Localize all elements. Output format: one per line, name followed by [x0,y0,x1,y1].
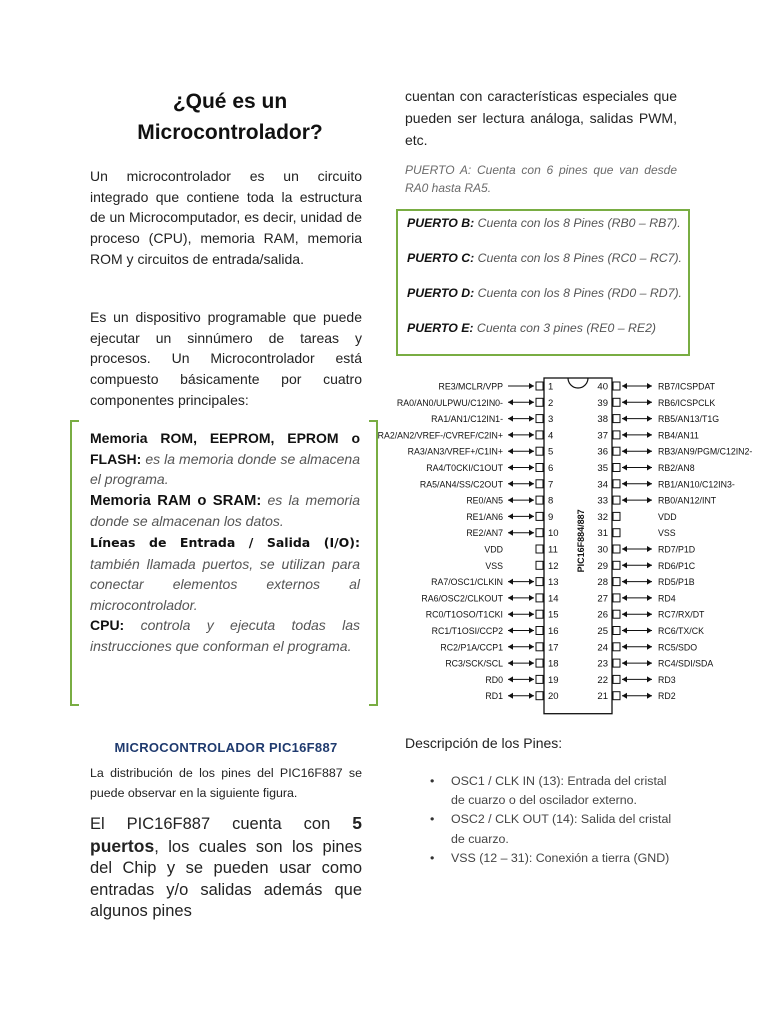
arrow-icon [622,383,627,389]
arrow-icon [647,579,652,585]
pin-pad [613,594,620,602]
pin-number: 16 [548,626,559,637]
arrow-icon [529,497,534,503]
pin-pad [613,659,620,667]
arrow-icon [622,628,627,634]
pin-pad [536,545,543,553]
puerto-a-text: PUERTO A: Cuenta con 6 pines que van desde RA0 hasta RA5. [405,163,677,195]
pin-number: 38 [597,414,608,426]
pin-number: 4 [548,430,554,442]
list-item [430,772,680,810]
arrow-icon [529,513,534,519]
list-item [430,810,680,848]
pin-label: RB2/AN8 [658,463,695,473]
arrow-icon [508,644,513,650]
arrow-icon [647,497,652,503]
arrow-icon [529,383,534,389]
pin-number: 25 [597,626,608,637]
arrow-icon [647,432,652,438]
port-desc: Cuenta con los 8 Pines (RD0 – RD7). [474,286,682,300]
arrow-icon [647,562,652,568]
pin-pad [536,512,543,520]
pin-label: RC2/P1A/CCP1 [440,642,503,653]
pin-label: RD4 [658,593,676,604]
component-term: CPU: [90,617,125,634]
page-title [90,86,370,148]
pin-number: 11 [548,544,558,556]
pin-pad [613,578,620,586]
pin-pad [613,561,620,569]
port-desc: Cuenta con los 8 Pines (RC0 – RC7). [474,251,682,265]
bullet-icon: • [430,812,435,827]
arrow-icon [529,481,534,487]
pin-number: 33 [597,495,608,507]
arrow-icon [622,562,627,568]
arrow-icon [529,432,534,438]
arrow-icon [529,676,534,682]
pin-pad [536,610,543,618]
arrow-icon [529,448,534,454]
pin-label: RC4/SDI/SDA [658,658,714,669]
pinout-svg [377,370,758,720]
pin-pad [613,464,620,472]
pin-label: RD0 [485,674,503,685]
pin-pad [536,529,543,537]
arrow-icon [647,481,652,487]
pin-pad [613,431,620,439]
pin-number: 7 [548,479,554,491]
component-desc: es la memoria donde se almacena el programa. [90,450,360,488]
port-e-line [407,321,656,335]
arrow-icon [508,595,513,601]
bullet-icon: • [430,774,435,788]
pin-desc-text: OSC2 / CLK OUT (14): Salida del cristal de cuarzo. [451,812,672,846]
pin-number: 20 [548,691,559,703]
pin-label: RE2/AN7 [466,528,503,539]
pin-pad [536,415,543,423]
arrow-icon [529,644,534,650]
pin-label: RA3/AN3/VREF+/C1IN+ [407,446,503,457]
arrow-icon [622,465,627,471]
port-desc: Cuenta con los 8 Pines (RB0 – RB7). [474,216,681,230]
arrow-icon [529,628,534,634]
pin-pad [613,545,620,553]
pin-pad [536,496,543,504]
pin-label: VSS [658,528,676,539]
component-item-cpu [90,615,360,656]
pinout-diagram [377,370,758,720]
continued-paragraph: cuentan con características especiales que pueden ser lectura análoga, salidas PWM, etc. [405,88,677,148]
pin-label: RD7/P1D [658,544,696,555]
arrow-icon [647,611,652,617]
pin-number: 24 [597,642,608,654]
pin-label: RA5/AN4/SS/C2OUT [419,479,503,490]
pin-label: RA1/AN1/C12IN1- [431,414,503,425]
pin-pad [613,627,620,635]
pin-pad [613,610,620,618]
arrow-icon [508,432,513,438]
pin-pad [536,398,543,406]
arrow-icon [529,416,534,422]
arrow-icon [622,579,627,585]
pin-label: RB3/AN9/PGM/C12IN2- [658,446,753,457]
arrow-icon [622,416,627,422]
bracket-left [70,420,79,706]
pin-pad [613,480,620,488]
pin-desc-text: VSS (12 – 31): Conexión a tierra (GND) [451,850,670,865]
port-name: PUERTO E: [407,321,474,335]
pin-pad [536,464,543,472]
pin-pad [536,578,543,586]
pin-pad [613,382,620,390]
pin-number: 19 [548,674,559,686]
arrow-icon [622,399,627,405]
pin-label: RA0/AN0/ULPWU/C12IN0- [396,397,503,408]
pin-pad [613,692,620,700]
port-c-line [407,251,682,265]
component-desc: también llamada puertos, se utilizan para conectar elementos externos al microcontrolador. [90,555,360,613]
pin-label: RB5/AN13/T1G [658,414,720,425]
pin-pad [613,398,620,406]
pin-number: 22 [597,674,608,686]
component-item-ram [90,490,360,532]
pin-label: RC0/T1OSO/T1CKI [425,609,503,620]
arrow-icon [647,448,652,454]
pin-label: RB6/ICSPCLK [658,397,716,408]
pin-number: 14 [548,593,559,605]
pin-pad [536,675,543,683]
pin-number: 29 [597,560,608,572]
pin-number: 37 [597,430,608,442]
pin-number: 3 [548,414,554,426]
component-term: Memoria ROM, EEPROM, EPROM o FLASH: [90,430,360,467]
pin-number: 28 [597,577,608,589]
arrow-icon [647,676,652,682]
arrow-icon [529,595,534,601]
arrow-icon [508,579,513,585]
arrow-icon [529,399,534,405]
pin-number: 32 [597,511,608,523]
pin-number: 5 [548,446,554,458]
pin-label: RC3/SCK/SCL [445,658,503,669]
pin-number: 9 [548,511,554,523]
pin-label: RE3/MCLR/VPP [438,381,503,392]
bracket-right [369,420,378,706]
ports-box [396,209,690,356]
port-d-line [407,286,682,300]
pin-label: RA4/T0CKI/C1OUT [426,463,503,473]
arrow-icon [647,628,652,634]
arrow-icon [529,611,534,617]
component-item-io [90,532,360,615]
arrow-icon [508,660,513,666]
pin-label: RD1 [485,691,503,702]
arrow-icon [508,448,513,454]
ports-paragraph [90,813,362,923]
arrow-icon [647,546,652,552]
arrow-icon [647,399,652,405]
pin-label: RD6/P1C [658,560,696,571]
pin-label: VDD [484,544,503,555]
pin-pad [613,643,620,651]
intro-paragraph: Un microcontrolador es un circuito integrado que contiene toda la estructura de un Microcomputador, es decir, unidad de proceso (CPU), memoria RAM, memoria ROM y circuitos de entrada/salida. [90,168,362,267]
pin-number: 1 [548,381,554,393]
arrow-icon [647,595,652,601]
pin-pad [536,480,543,488]
pin-description-list [430,772,680,868]
chip-label: PIC16F884/887 [576,509,586,573]
arrow-icon [622,546,627,552]
arrow-icon [508,497,513,503]
arrow-icon [529,530,534,536]
pin-pad [536,643,543,651]
pin-pad [536,627,543,635]
arrow-icon [622,595,627,601]
arrow-icon [622,660,627,666]
arrow-icon [647,383,652,389]
pin-number: 40 [597,381,608,393]
pin-pad [536,382,543,390]
arrow-icon [622,432,627,438]
pin-label: RD5/P1B [658,577,695,588]
arrow-icon [622,676,627,682]
title-line-1: ¿Qué es un [172,90,288,113]
arrow-icon [647,465,652,471]
arrow-icon [647,660,652,666]
ports-text-post: , los cuales son los pines del Chip y se pueden usar como entradas y/o salidas además que algunos pines [90,837,362,920]
pin-distribution-text: La distribución de los pines del PIC16F887 se puede observar en la siguiente figura. [90,766,362,800]
port-name: PUERTO C: [407,251,475,265]
pin-label: RB7/ICSPDAT [658,381,716,392]
pin-number: 13 [548,577,559,589]
pin-pad [613,512,620,520]
pins-description-title: Descripción de los Pines: [405,735,563,751]
pin-pad [536,594,543,602]
arrow-icon [622,693,627,699]
arrow-icon [508,416,513,422]
ports-count: 5 puertos [90,813,362,856]
arrow-icon [508,530,513,536]
arrow-icon [508,481,513,487]
pin-number: 8 [548,495,554,507]
pin-label: RE0/AN5 [466,495,503,506]
arrow-icon [622,481,627,487]
arrow-icon [647,693,652,699]
arrow-icon [622,497,627,503]
pin-number: 21 [597,691,608,703]
component-desc: controla y ejecuta todas las instrucciones que conforman el programa. [90,617,360,654]
arrow-icon [529,660,534,666]
pin-pad [536,431,543,439]
arrow-icon [508,628,513,634]
arrow-icon [622,644,627,650]
pin-pad [613,415,620,423]
pin-number: 12 [548,560,559,572]
arrow-icon [529,465,534,471]
list-item [430,849,680,868]
section-heading: MICROCONTROLADOR PIC16F887 [114,740,338,755]
title-line-2: Microcontrolador? [137,121,323,144]
port-desc: Cuenta con 3 pines (RE0 – RE2) [473,321,657,335]
pin-number: 27 [597,593,608,605]
pin-pad [536,692,543,700]
component-desc: es la memoria donde se almacenan los datos. [90,491,360,530]
port-name: PUERTO D: [407,286,475,300]
pin-pad [536,561,543,569]
components-box [70,420,378,702]
pin-label: VDD [658,511,677,522]
arrow-icon [622,448,627,454]
arrow-icon [508,399,513,405]
pin-label: RE1/AN6 [466,511,503,522]
arrow-icon [508,513,513,519]
pin-number: 35 [597,463,608,474]
pin-number: 36 [597,446,608,458]
pin-label: RD3 [658,674,676,685]
arrow-icon [508,465,513,471]
pin-number: 31 [597,528,608,540]
components-list [90,428,360,657]
ports-text-pre: El PIC16F887 cuenta con [90,815,353,833]
port-b-line [407,216,681,230]
pin-number: 34 [597,479,608,491]
pin-label: RC1/T1OSI/CCP2 [431,626,503,636]
pin-label: RC7/RX/DT [658,609,705,620]
pin-label: RA2/AN2/VREF-/CVREF/C2IN+ [377,430,503,441]
arrow-icon [508,693,513,699]
pin-pad [613,529,620,537]
pin-label: RD2 [658,691,676,702]
arrow-icon [529,579,534,585]
pin-desc-text: OSC1 / CLK IN (13): Entrada del cristal de cuarzo o del oscilador externo. [451,774,667,808]
pin-number: 23 [597,658,608,670]
pin-number: 17 [548,642,559,654]
arrow-icon [529,693,534,699]
components-paragraph: Es un dispositivo programable que puede ejecutar un sinnúmero de tareas y procesos. Un Microcontrolador está compuesto básicamente por cuatro componentes principales: [90,309,362,408]
pin-label: RB1/AN10/C12IN3- [658,479,735,490]
bullet-icon: • [430,850,435,865]
pin-pad [536,659,543,667]
port-name: PUERTO B: [407,216,475,230]
pin-pad [536,447,543,455]
pin-label: RB4/AN11 [658,430,699,441]
component-item-rom [90,428,360,490]
pin-number: 2 [548,397,554,409]
arrow-icon [508,611,513,617]
arrow-icon [508,676,513,682]
pin-label: VSS [485,560,503,571]
pin-label: RA7/OSC1/CLKIN [431,577,503,588]
pin-label: RC6/TX/CK [658,626,704,636]
pin-number: 6 [548,463,554,474]
pin-number: 15 [548,609,559,621]
pin-label: RB0/AN12/INT [658,495,717,506]
pin-pad [613,675,620,683]
pin-number: 39 [597,397,608,409]
pin-number: 10 [548,528,559,540]
pin-number: 26 [597,609,608,621]
arrow-icon [647,644,652,650]
pin-label: RC5/SDO [658,642,698,653]
pin-pad [613,496,620,504]
pin-number: 18 [548,658,559,670]
arrow-icon [622,611,627,617]
pin-pad [613,447,620,455]
pin-number: 30 [597,544,608,556]
component-term: Líneas de Entrada / Salida (I/O): [90,534,360,550]
component-term: Memoria RAM o SRAM: [90,492,262,509]
arrow-icon [647,416,652,422]
pin-label: RA6/OSC2/CLKOUT [421,593,503,604]
